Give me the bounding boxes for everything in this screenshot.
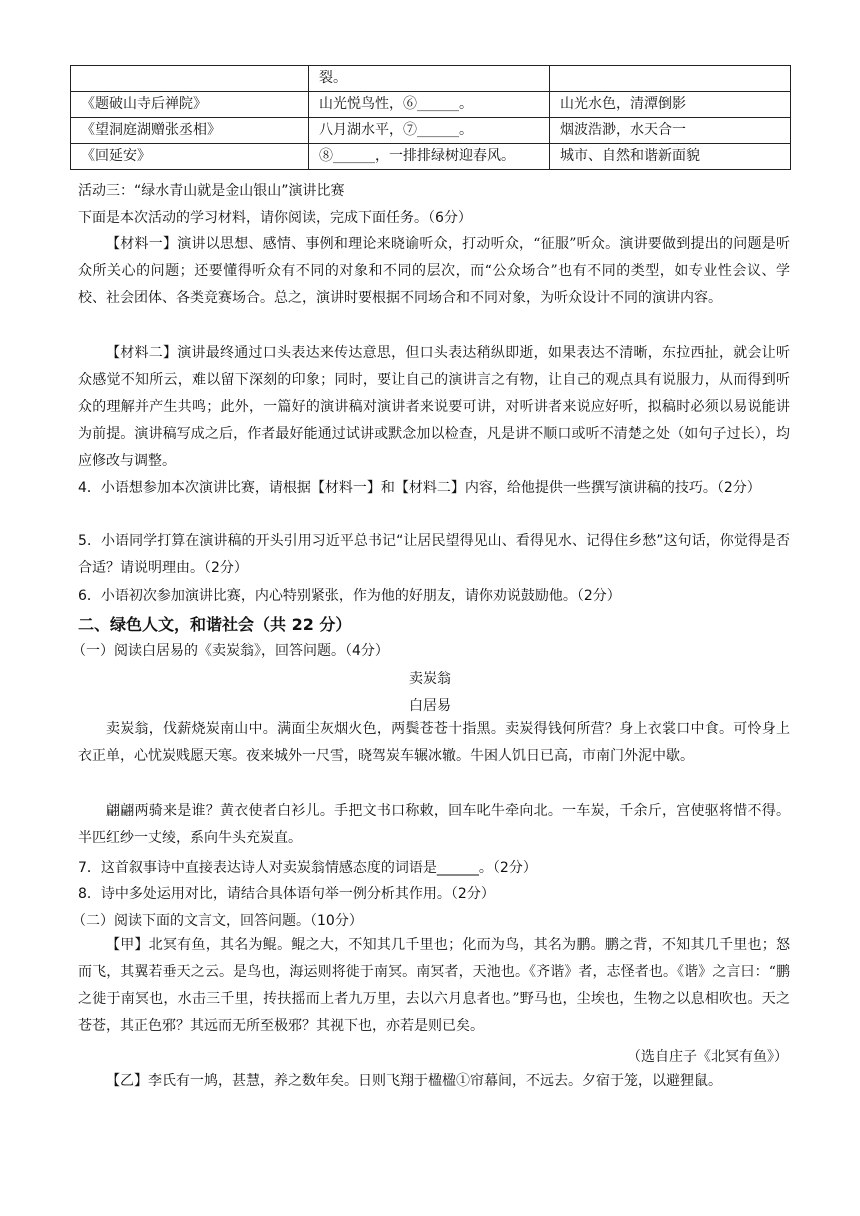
table-row: [71, 92, 791, 118]
table-cell: 八月湖水平，⑦______。: [309, 118, 550, 144]
poem-paragraph: 翩翩两骑来是谁？黄衣使者白衫儿。手把文书口称敕，回车叱牛牵向北。一车炭，千余斤，宫使驱将惜不得。半匹红纱一丈绫，系向牛头充炭直。: [78, 803, 790, 846]
poem-table: [70, 65, 791, 170]
section-heading: 二、绿色人文，和谐社会（共 22 分）: [78, 615, 352, 634]
passage-jia: 【甲】北冥有鱼，其名为鲲。鲲之大，不知其几千里也；化而为鸟，其名为鹏。鹏之背，不知其几千里也；怒而飞，其翼若垂天之云。是鸟也，海运则将徙于南冥。南冥者，天池也。《齐谐》者，志怪者也。《谐》之言曰：“鹏之徙于南冥也，水击三千里，抟扶摇而上者九万里，去以六月息者也。”野马也，尘埃也，生物之以息相吹也。天之苍苍，其正色邪？其远而无所至极邪？其视下也，亦若是则已矣。: [78, 937, 790, 1034]
part1-intro: （一）阅读白居易的《卖炭翁》，回答问题。（4分）: [72, 643, 389, 659]
activity3-title: 活动三：“绿水青山就是金山银山”演讲比赛: [78, 183, 345, 199]
passage-yi: 【乙】李氏有一鸠，甚慧，养之数年矣。日则飞翔于楹楹①帘幕间，不远去。夕宿于笼，以避狸鼠。: [106, 1073, 722, 1089]
table-row: [71, 144, 791, 170]
question-6: 6．小语初次参加演讲比赛，内心特别紧张，作为他的好朋友，请你劝说鼓励他。（2分）: [78, 588, 621, 604]
table-cell: [71, 66, 309, 92]
table-cell: 《回延安》: [71, 144, 309, 170]
question-7: 7．这首叙事诗中直接表达诗人对卖炭翁情感态度的词语是______。（2分）: [78, 860, 537, 876]
table-cell: 裂。: [309, 66, 550, 92]
table-cell: 烟波浩渺，水天合一: [550, 118, 791, 144]
table-row: [71, 118, 791, 144]
material-one: 【材料一】演讲以思想、感情、事例和理论来晓谕听众，打动听众，“征服”听众。演讲要做到提出的问题是听众所关心的问题；还要懂得听众有不同的对象和不同的层次，而“公众场合”也有不同的类型，如专业性会议、学校、社会团体、各类竞赛场合。总之，演讲时要根据不同场合和不同对象，为听众设计不同的演讲内容。: [78, 236, 790, 306]
table-cell: 《题破山寺后禅院》: [71, 92, 309, 118]
material-two: 【材料二】演讲最终通过口头表达来传达意思，但口头表达稍纵即逝，如果表达不清晰，东拉西扯，就会让听众感觉不知所云，难以留下深刻的印象；同时，要让自己的演讲言之有物，让自己的观点具有说服力，从而得到听众的理解并产生共鸣；此外，一篇好的演讲稿对演讲者来说要可讲，对听讲者来说应好听，拟稿时必须以易说能讲为前提。演讲稿写成之后，作者最好能通过试讲或默念加以检查，凡是讲不顺口或听不清楚之处（如句子过长），均应修改与调整。: [78, 345, 790, 469]
table-cell: 《望洞庭湖赠张丞相》: [71, 118, 309, 144]
question-8: 8．诗中多处运用对比，请结合具体语句举一例分析其作用。（2分）: [78, 886, 495, 902]
activity3-intro: 下面是本次活动的学习材料，请你阅读，完成下面任务。（6分）: [78, 210, 472, 226]
table-cell: 山光悦鸟性，⑥______。: [309, 92, 550, 118]
question-5: 5．小语同学打算在演讲稿的开头引用习近平总书记“让居民望得见山、看得见水、记得住乡愁”这句话，你觉得是否合适？请说明理由。（2分）: [78, 533, 790, 576]
table-cell: ⑧______，一排排绿树迎春风。: [309, 144, 550, 170]
poem-author: 白居易: [409, 698, 451, 714]
table-cell: 城市、自然和谐新面貌: [550, 144, 791, 170]
passage-source: （选自庄子《北冥有鱼》）: [627, 1049, 788, 1065]
poem-title: 卖炭翁: [409, 671, 451, 687]
question-4: 4．小语想参加本次演讲比赛，请根据【材料一】和【材料二】内容，给他提供一些撰写演讲稿的技巧。（2分）: [78, 480, 761, 496]
poem-paragraph: 卖炭翁，伐薪烧炭南山中。满面尘灰烟火色，两鬓苍苍十指黑。卖炭得钱何所营？身上衣裳口中食。可怜身上衣正单，心忧炭贱愿天寒。夜来城外一尺雪，晓驾炭车辗冰辙。牛困人饥日已高，市南门外泥中歇。: [78, 721, 790, 764]
part2-intro: （二）阅读下面的文言文，回答问题。（10分）: [72, 913, 363, 929]
table-cell: [550, 66, 791, 92]
table-cell: 山光水色，清潭倒影: [550, 92, 791, 118]
table-row: [71, 66, 791, 92]
